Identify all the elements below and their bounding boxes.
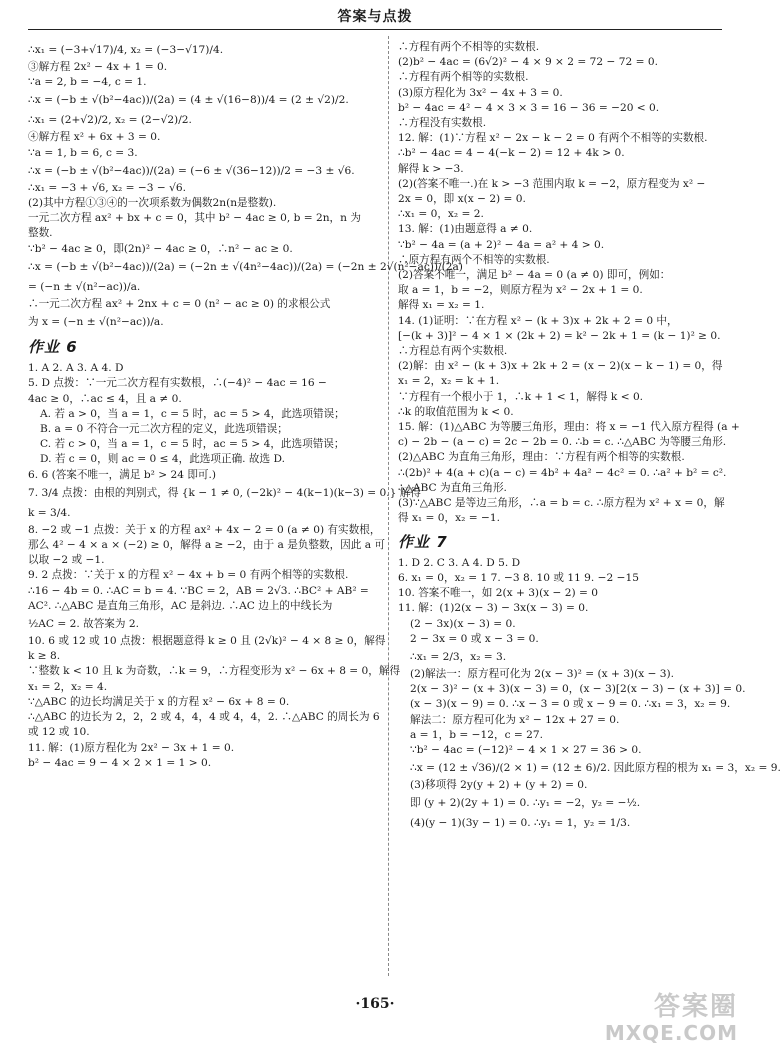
text-line: 10. 6 或 12 或 10 点拨：根据题意得 k ≥ 0 且 (2√k)² − 4 × 8 ≥ 0，解得 — [28, 635, 386, 648]
text-line: ∴x = (−b ± √(b²−4ac))/(2a) = (4 ± √(16−8))/4 = (2 ± √2)/2. — [28, 94, 349, 107]
text-line: ∵b² − 4ac ≥ 0，即(2n)² − 4ac ≥ 0，∴n² − ac ≥ 0. — [28, 242, 293, 255]
column-divider — [388, 36, 389, 976]
page-header — [0, 0, 750, 30]
text-line: 1. A 2. A 3. A 4. D — [28, 362, 124, 375]
text-line: ∴△ABC 为直角三角形. — [398, 481, 507, 494]
text-line: 2x = 0，即 x(x − 2) = 0. — [398, 193, 526, 206]
text-line: ½AC = 2. 故答案为 2. — [28, 618, 139, 631]
text-line: A. 若 a > 0，当 a = 1，c = 5 时，ac = 5 > 4，此选项错误； — [40, 407, 345, 420]
text-line: D. 若 c = 0，则 ac = 0 ≤ 4，此选项正确. 故选 D. — [40, 453, 285, 466]
watermark-bottom: MXQE.COM — [604, 1021, 738, 1045]
text-line: 解得 x₁ = x₂ = 1. — [398, 299, 485, 312]
text-line: (2)答案不唯一，满足 b² − 4a = 0 (a ≠ 0) 即可，例如： — [398, 269, 671, 282]
text-line: 即 (y + 2)(2y + 1) = 0. ∴y₁ = −2，y₂ = −½. — [410, 797, 641, 810]
section-7-lines — [398, 556, 781, 834]
page-number: ·165· — [355, 996, 395, 1012]
text-line: ③解方程 2x² − 4x + 1 = 0. — [28, 61, 168, 73]
text-line: 13. 解：(1)由题意得 a ≠ 0. — [398, 223, 533, 236]
text-line: ∴x = (−b ± √(b²−4ac))/(2a) = (−6 ± √(36−12))/2 = −3 ± √6. — [28, 164, 355, 177]
text-line: 7. 3/4 点拨：由根的判别式，得 {k − 1 ≠ 0, (−2k)² − 4(k−1)(k−3) = 0.} 解得 — [28, 486, 421, 499]
text-line: ④解方程 x² + 6x + 3 = 0. — [28, 131, 161, 144]
text-line: 以取 −2 或 −1. — [28, 554, 105, 567]
text-line: x₁ = 2，x₂ = k + 1. — [398, 375, 500, 388]
text-line: 取 a = 1，b = −2，则原方程为 x² − 2x + 1 = 0. — [398, 284, 643, 297]
text-line: 6. 6 (答案不唯一，满足 b² > 24 即可.) — [28, 468, 217, 481]
text-line: ∴x₁ = (−3+√17)/4, x₂ = (−3−√17)/4. — [28, 44, 224, 56]
watermark-top: 答案圈 — [653, 992, 738, 1022]
text-line: 整数. — [28, 227, 53, 240]
text-line: ∴k 的取值范围为 k < 0. — [398, 405, 514, 418]
text-line: 那么 4² − 4 × a × (−2) ≥ 0，解得 a ≥ −2，由于 a 是负整数，因此 a 可 — [28, 539, 385, 552]
text-line: ∴方程总有两个实数根. — [398, 345, 508, 358]
section-6-heading: 作业 6 — [28, 338, 78, 357]
text-line: ∵a = 1, b = 6, c = 3. — [28, 146, 138, 159]
text-line: 解法二：原方程可化为 x² − 12x + 27 = 0. — [410, 713, 620, 726]
text-line: 或 12 或 10. — [28, 726, 90, 739]
text-line: ∴方程没有实数根. — [398, 117, 487, 130]
text-line: 15. 解：(1)△ABC 为等腰三角形，理由：将 x = −1 代入原方程得 (a + — [398, 421, 740, 434]
text-line: B. a = 0 不符合一元二次方程的定义，此选项错误； — [40, 423, 288, 436]
text-line: 4ac ≥ 0，∴ac ≤ 4，且 a ≠ 0. — [28, 392, 182, 405]
text-line: ∴△ABC 的边长为 2，2，2 或 4，4，4 或 4，4，2. ∴△ABC 的周长为 6 — [28, 711, 380, 724]
watermark-logo — [588, 992, 738, 1044]
text-line: k ≥ 8. — [28, 650, 61, 663]
text-line: ∵a = 2, b = −4, c = 1. — [28, 76, 147, 89]
text-line: 11. 解：(1)原方程化为 2x² − 3x + 1 = 0. — [28, 741, 235, 754]
text-line: 得 x₁ = 0，x₂ = −1. — [398, 512, 500, 525]
text-line: c) − 2b − (a − c) = 2c − 2b = 0. ∴b = c. ∴△ABC 为等腰三角形. — [398, 436, 727, 449]
text-line: a = 1，b = −12，c = 27. — [410, 728, 543, 741]
text-line: k = 3/4. — [28, 506, 71, 519]
text-line: 解得 k > −3. — [398, 162, 464, 175]
text-line: ∴方程有两个不相等的实数根. — [398, 41, 540, 53]
text-line: ∵b² − 4a = (a + 2)² − 4a = a² + 4 > 0. — [398, 238, 605, 251]
text-line: (3)∵△ABC 是等边三角形，∴a = b = c. ∴原方程为 x² + x = 0，解 — [398, 497, 725, 510]
text-line: ∴原方程有两个不相等的实数根. — [398, 253, 550, 266]
text-line: 8. −2 或 −1 点拨：关于 x 的方程 ax² + 4x − 2 = 0 (a ≠ 0) 有实数根， — [28, 523, 381, 536]
text-line: = (−n ± √(n²−ac))/a. — [28, 280, 141, 293]
header-rule — [28, 29, 722, 30]
text-line: 9. 2 点拨：∵关于 x 的方程 x² − 4x + b = 0 有两个相等的实数根. — [28, 569, 349, 582]
text-line: x₁ = 2，x₂ = 4. — [28, 680, 108, 693]
right-column — [398, 40, 781, 833]
text-line: 11. 解：(1)2(x − 3) − 3x(x − 3) = 0. — [398, 602, 589, 615]
text-line: 一元二次方程 ax² + bx + c = 0，其中 b² − 4ac ≥ 0, b = 2n，n 为 — [28, 212, 361, 225]
section-6-lines — [28, 361, 421, 771]
text-line: 2 − 3x = 0 或 x − 3 = 0. — [410, 632, 539, 645]
text-line: 2(x − 3)² − (x + 3)(x − 3) = 0，(x − 3)[2(x − 3) − (x + 3)] = 0. — [410, 683, 746, 696]
section-7-heading: 作业 7 — [398, 532, 448, 551]
text-line: ∴x = (12 ± √36)/(2 × 1) = (12 ± 6)/2. 因此原方程的根为 x₁ = 3，x₂ = 9. — [410, 762, 781, 775]
text-line: ∵b² − 4ac = (−12)² − 4 × 1 × 27 = 36 > 0. — [410, 743, 642, 756]
text-line: (3)原方程化为 3x² − 4x + 3 = 0. — [398, 86, 563, 99]
text-line: (x − 3)(x − 9) = 0. ∴x − 3 = 0 或 x − 9 = 0. ∴x₁ = 3，x₂ = 9. — [410, 698, 731, 711]
text-line: 为 x = (−n ± √(n²−ac))/a. — [28, 316, 164, 329]
text-line: ∴(2b)² + 4(a + c)(a − c) = 4b² + 4a² − 4c² = 0. ∴a² + b² = c². — [398, 466, 727, 479]
text-line: 10. 答案不唯一，如 2(x + 3)(x − 2) = 0 — [398, 587, 599, 600]
text-line: ∴b² − 4ac = 4 − 4(−k − 2) = 12 + 4k > 0. — [398, 147, 625, 160]
text-line: ∵整数 k < 10 且 k 为奇数，∴k = 9，∴方程变形为 x² − 6x + 8 = 0，解得 — [28, 665, 401, 678]
text-line: ∴x₁ = 2/3，x₂ = 3. — [410, 650, 507, 663]
text-line: (2)解：由 x² − (k + 3)x + 2k + 2 = (x − 2)(x − k − 1) = 0，得 — [398, 360, 723, 373]
text-line: ∴16 − 4b = 0. ∴AC = b = 4. ∵BC = 2，AB = 2√3. ∴BC² + AB² = — [28, 584, 369, 597]
text-line: ∵△ABC 的边长均满足关于 x 的方程 x² − 6x + 8 = 0. — [28, 695, 290, 708]
text-line: (3)移项得 2y(y + 2) + (y + 2) = 0. — [410, 779, 588, 792]
text-line: C. 若 c > 0，当 a = 1，c = 5 时，ac = 5 > 4，此选项错误； — [40, 438, 345, 451]
text-line: ∴x₁ = 0，x₂ = 2. — [398, 208, 484, 221]
text-line: (2 − 3x)(x − 3) = 0. — [410, 617, 516, 630]
text-line: ∴方程有两个相等的实数根. — [398, 71, 529, 84]
text-line: 5. D 点拨：∵一元二次方程有实数根，∴(−4)² − 4ac = 16 − — [28, 377, 327, 390]
text-line: b² − 4ac = 4² − 4 × 3 × 3 = 16 − 36 = −20 < 0. — [398, 101, 660, 114]
text-line: 12. 解：(1)∵方程 x² − 2x − k − 2 = 0 有两个不相等的实数根. — [398, 132, 708, 145]
text-line: (2)△ABC 为直角三角形，理由：∵方程有两个相等的实数根. — [398, 451, 685, 464]
text-line: 1. D 2. C 3. A 4. D 5. D — [398, 556, 521, 569]
text-line: ∴x = (−b ± √(b²−4ac))/(2a) = (−2n ± √(4n²−4ac))/(2a) = (−2n ± 2√(n²−ac))/(2a) — [28, 260, 463, 273]
text-line: (2)解法一：原方程可化为 2(x − 3)² = (x + 3)(x − 3). — [410, 667, 675, 680]
header-title: 答案与点拨 — [337, 9, 413, 25]
text-line: ∵方程有一个根小于 1，∴k + 1 < 1，解得 k < 0. — [398, 390, 644, 403]
text-line: (4)(y − 1)(3y − 1) = 0. ∴y₁ = 1，y₂ = 1/3. — [410, 817, 631, 830]
text-line: ∴x₁ = (2+√2)/2, x₂ = (2−√2)/2. — [28, 114, 192, 127]
text-line: ∴一元二次方程 ax² + 2nx + c = 0 (n² − ac ≥ 0) 的求根公式 — [28, 297, 331, 310]
text-line: (2)b² − 4ac = (6√2)² − 4 × 9 × 2 = 72 − 72 = 0. — [398, 56, 658, 69]
text-line: 14. (1)证明：∵在方程 x² − (k + 3)x + 2k + 2 = 0 中， — [398, 314, 678, 327]
text-line: AC². ∴△ABC 是直角三角形，AC 是斜边. ∴AC 边上的中线长为 — [28, 599, 333, 612]
text-line: b² − 4ac = 9 − 4 × 2 × 1 = 1 > 0. — [28, 756, 212, 769]
text-line: ∴x₁ = −3 + √6, x₂ = −3 − √6. — [28, 181, 186, 194]
text-line: 6. x₁ = 0，x₂ = 1 7. −3 8. 10 或 11 9. −2 −15 — [398, 571, 639, 584]
text-line: [−(k + 3)]² − 4 × 1 × (2k + 2) = k² − 2k + 1 = (k − 1)² ≥ 0. — [398, 329, 721, 342]
right-lines — [398, 40, 740, 527]
text-line: (2)(答案不唯一.)在 k > −3 范围内取 k = −2，原方程变为 x² − — [398, 177, 706, 190]
text-line: (2)其中方程①③④的一次项系数为偶数2n(n是整数). — [28, 197, 277, 210]
